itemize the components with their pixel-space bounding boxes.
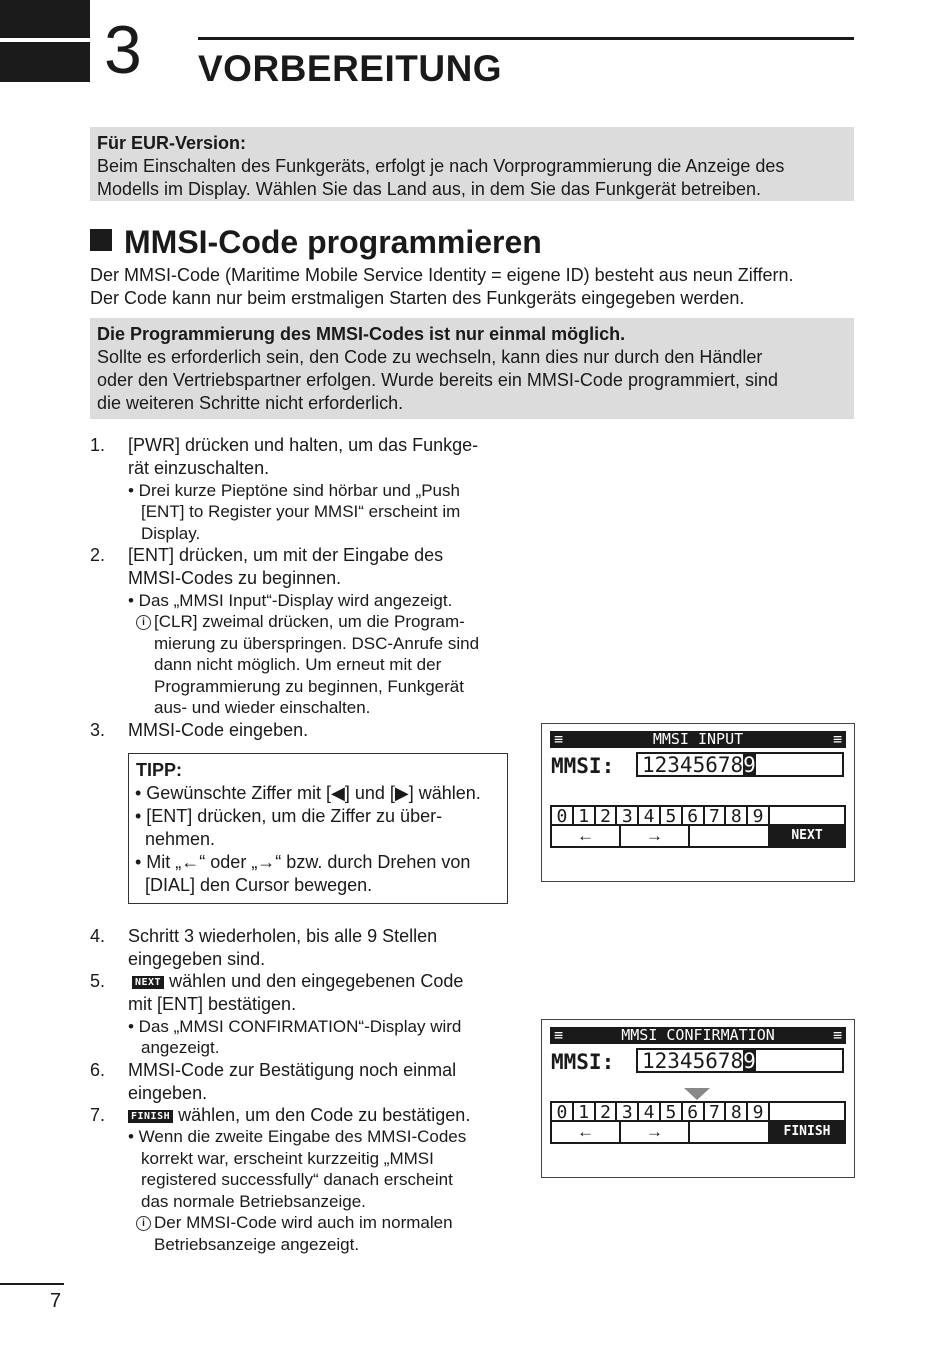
warning-heading: Die Programmierung des MMSI-Codes ist nur einmal möglich.	[97, 324, 626, 344]
lcd-title: MMSI CONFIRMATION	[621, 1026, 775, 1044]
digit-4: 4	[639, 1103, 661, 1122]
step-7-bullet-3: registered successfully“ danach erscheint	[141, 1170, 453, 1189]
step-2-info-5: aus- und wieder einschalten.	[154, 698, 371, 717]
tip-line-5: [DIAL] den Cursor bewegen.	[135, 875, 373, 895]
digit-8: 8	[726, 807, 748, 826]
title-rule	[198, 37, 854, 40]
lcd-title-bar	[550, 1027, 846, 1044]
warning-line-2: oder den Vertriebspartner erfolgen. Wurde bereits ein MMSI-Code programmiert, sind	[97, 370, 778, 390]
section-heading	[90, 224, 542, 261]
tip-heading: TIPP:	[136, 760, 183, 780]
digit-selector	[550, 1101, 846, 1122]
left-arrow-icon: ←	[552, 1122, 621, 1142]
mmsi-label: MMSI:	[551, 754, 615, 778]
step-7-number: 7.	[90, 1105, 106, 1125]
left-arrow-icon: ←	[552, 826, 621, 846]
step-2-number: 2.	[90, 545, 106, 565]
digit-4: 4	[639, 807, 661, 826]
step-1-bullet-3: Display.	[141, 524, 201, 543]
step-1-number: 1.	[90, 435, 106, 455]
info-icon: i	[136, 1216, 151, 1231]
mmsi-label: MMSI:	[551, 1050, 615, 1074]
step-4-number: 4.	[90, 926, 106, 946]
step-3-number: 3.	[90, 720, 106, 740]
digit-3: 3	[617, 807, 639, 826]
step-5-line-1: NEXT wählen und den eingegebenen Code	[132, 970, 463, 993]
chapter-number: 3	[104, 12, 142, 88]
step-5-bullet-1: • Das „MMSI CONFIRMATION“-Display wird	[128, 1017, 462, 1036]
down-triangle-icon	[684, 1088, 710, 1100]
digit-1: 1	[574, 1103, 596, 1122]
tip-line-1: • Gewünschte Ziffer mit [◀] und [▶] wählen.	[135, 783, 481, 803]
info-icon: i	[136, 615, 151, 630]
mmsi-code-field	[636, 1048, 844, 1073]
digit-5: 5	[661, 1103, 683, 1122]
step-1-line-2: rät einzuschalten.	[128, 458, 270, 478]
menu-icon: ≡	[832, 730, 842, 748]
digit-1: 1	[574, 807, 596, 826]
footer-rule	[0, 1283, 64, 1285]
step-7-info-1: i Der MMSI-Code wird auch im normalen	[154, 1212, 453, 1234]
digit-selector	[550, 805, 846, 826]
eur-heading: Für EUR-Version:	[97, 133, 247, 153]
finish-button-label: FINISH	[128, 1110, 173, 1123]
lcd-softkey-row	[550, 826, 846, 848]
mmsi-code: 12345678	[642, 1049, 744, 1073]
eur-version-box	[90, 127, 854, 201]
mmsi-code: 12345678	[642, 753, 744, 777]
step-2-line-2: MMSI-Codes zu beginnen.	[128, 568, 342, 588]
section-title: MMSI-Code programmieren	[124, 224, 542, 260]
digit-2: 2	[596, 807, 618, 826]
digit-2: 2	[596, 1103, 618, 1122]
lcd-mmsi-confirmation	[541, 1019, 855, 1178]
step-4-line-1: Schritt 3 wiederholen, bis alle 9 Stellen	[128, 926, 438, 946]
digit-0: 0	[552, 807, 574, 826]
digit-8: 8	[726, 1103, 748, 1122]
digit-3: 3	[617, 1103, 639, 1122]
tip-line-3: nehmen.	[135, 829, 216, 849]
digit-9: 9	[748, 807, 770, 826]
step-2-bullet-1: • Das „MMSI Input“-Display wird angezeigt.	[128, 591, 453, 610]
digit-7: 7	[705, 1103, 727, 1122]
step-1-line-1: [PWR] drücken und halten, um das Funkge-	[128, 435, 479, 455]
right-arrow-icon: →	[621, 826, 690, 846]
step-6-line-1: MMSI-Code zur Bestätigung noch einmal	[128, 1060, 457, 1080]
right-arrow-icon: →	[621, 1122, 690, 1142]
square-bullet-icon	[90, 229, 112, 251]
step-5-number: 5.	[90, 971, 106, 991]
tip-box	[128, 753, 508, 904]
step-6-number: 6.	[90, 1060, 106, 1080]
step-2-info-1: i [CLR] zweimal drücken, um die Program-	[154, 611, 465, 633]
eur-line-2: Modells im Display. Wählen Sie das Land aus, in dem Sie das Funkgerät betreiben.	[97, 179, 762, 199]
intro-line-1: Der MMSI-Code (Maritime Mobile Service Identity = eigene ID) besteht aus neun Ziffern.	[90, 265, 794, 285]
step-2-info-2: mierung zu überspringen. DSC-Anrufe sind	[154, 634, 480, 653]
step-7-info-2: Betriebsanzeige angezeigt.	[154, 1235, 360, 1254]
step-2-line-1: [ENT] drücken, um mit der Eingabe des	[128, 545, 444, 565]
step-7-bullet-2: korrekt war, erscheint kurzzeitig „MMSI	[141, 1149, 434, 1168]
step-1-bullet-2: [ENT] to Register your MMSI“ erscheint im	[141, 502, 461, 521]
next-softkey: NEXT	[768, 826, 846, 846]
digit-6: 6	[683, 807, 705, 826]
lcd-title: MMSI INPUT	[652, 730, 744, 748]
mmsi-cursor: 9	[743, 1049, 756, 1073]
intro-line-2: Der Code kann nur beim erstmaligen Starten des Funkgeräts eingegeben werden.	[90, 288, 745, 308]
chapter-tab-divider	[0, 38, 90, 42]
step-7-bullet-1: • Wenn die zweite Eingabe des MMSI-Codes	[128, 1127, 467, 1146]
mmsi-code-field	[636, 752, 844, 777]
step-4-line-2: eingegeben sind.	[128, 949, 266, 969]
step-2-info-4: Programmierung zu beginnen, Funkgerät	[154, 677, 464, 696]
digit-9: 9	[748, 1103, 770, 1122]
warning-line-1: Sollte es erforderlich sein, den Code zu wechseln, kann dies nur durch den Händler	[97, 347, 763, 367]
digit-5: 5	[661, 807, 683, 826]
digit-7: 7	[705, 807, 727, 826]
warning-line-3: die weiteren Schritte nicht erforderlich.	[97, 393, 404, 413]
mmsi-cursor: 9	[743, 753, 756, 777]
step-3-line-1: MMSI-Code eingeben.	[128, 720, 309, 740]
lcd-title-bar	[550, 731, 846, 748]
step-6-line-2: eingeben.	[128, 1083, 208, 1103]
digit-6: 6	[683, 1103, 705, 1122]
tip-line-2: • [ENT] drücken, um die Ziffer zu über-	[135, 806, 443, 826]
step-5-bullet-2: angezeigt.	[141, 1038, 220, 1057]
lcd-softkey-row	[550, 1122, 846, 1144]
chapter-title: VORBEREITUNG	[198, 48, 503, 89]
digit-0: 0	[552, 1103, 574, 1122]
step-2-info-3: dann nicht möglich. Um erneut mit der	[154, 655, 442, 674]
page-number: 7	[50, 1290, 62, 1312]
warning-box	[90, 318, 854, 419]
lcd-mmsi-input	[541, 723, 855, 882]
eur-line-1: Beim Einschalten des Funkgeräts, erfolgt je nach Vorprogrammierung die Anzeige des	[97, 156, 785, 176]
tip-line-4: • Mit „←“ oder „→“ bzw. durch Drehen von	[135, 852, 471, 872]
menu-icon: ≡	[832, 1026, 842, 1044]
step-1-bullet-1: • Drei kurze Pieptöne sind hörbar und „Push	[128, 481, 460, 500]
menu-icon: ≡	[554, 1026, 564, 1044]
next-button-label: NEXT	[132, 976, 164, 989]
menu-icon: ≡	[554, 730, 564, 748]
step-7-bullet-4: das normale Betriebsanzeige.	[141, 1192, 366, 1211]
step-7-line-1: FINISH wählen, um den Code zu bestätigen.	[128, 1104, 470, 1127]
finish-softkey: FINISH	[768, 1122, 846, 1142]
step-5-line-2: mit [ENT] bestätigen.	[128, 994, 297, 1014]
